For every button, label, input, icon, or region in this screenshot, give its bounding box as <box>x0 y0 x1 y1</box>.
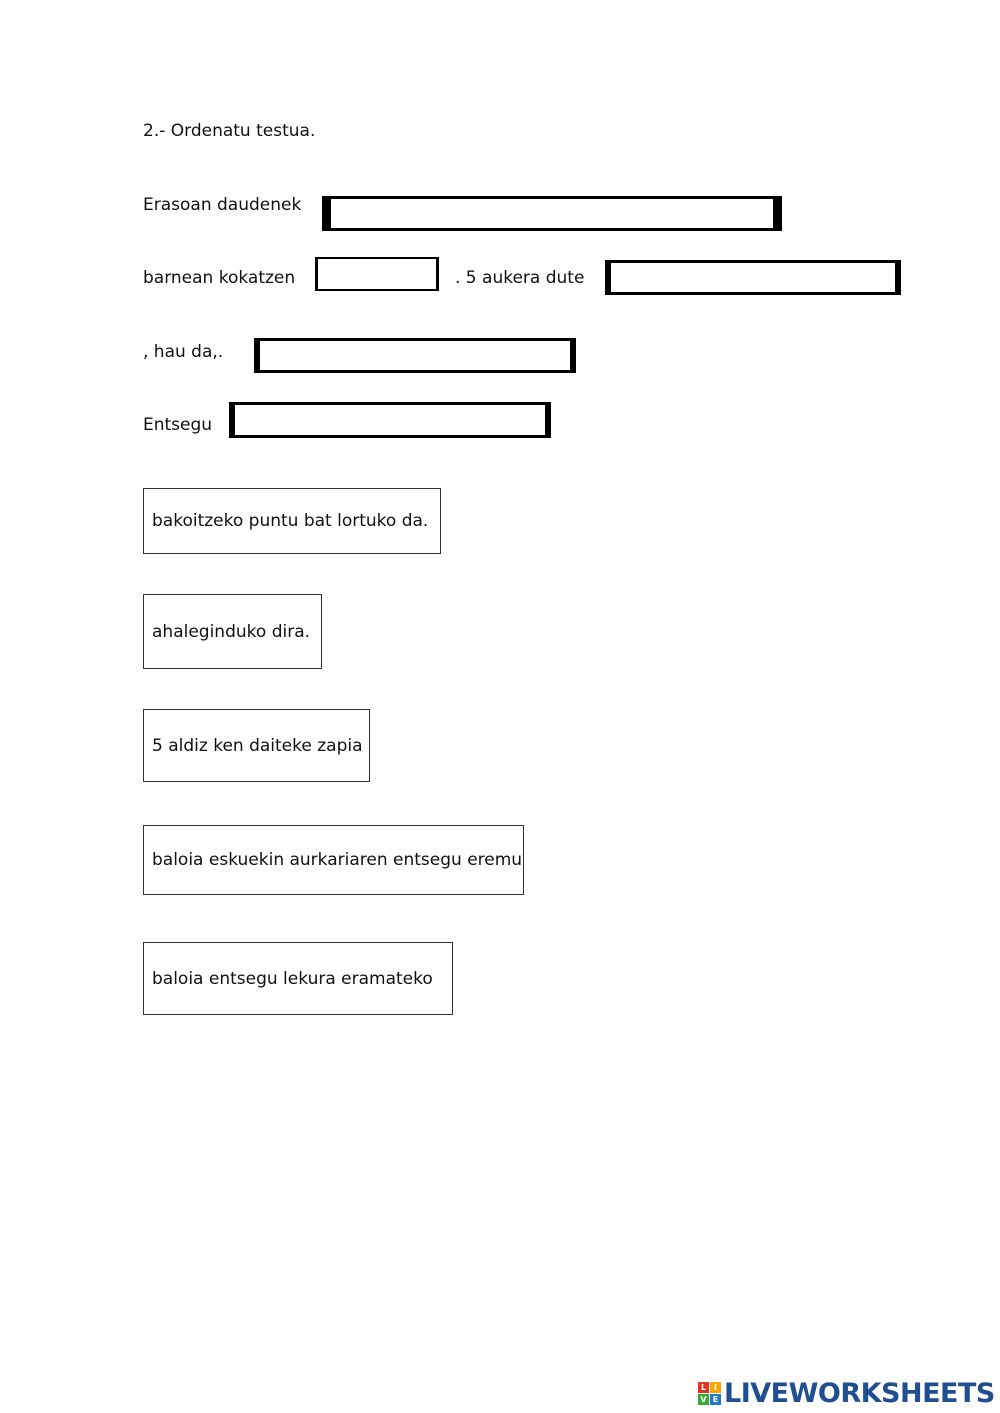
answer-card-2[interactable]: ahaleginduko dira. <box>143 594 322 669</box>
liveworksheets-logo-icon <box>698 1382 721 1405</box>
logo-letter-v: V <box>698 1394 709 1405</box>
text-hau-da: , hau da,. <box>143 342 224 362</box>
brand-name: LIVEWORKSHEETS <box>724 1377 995 1409</box>
answer-card-3[interactable]: 5 aldiz ken daiteke zapia <box>143 709 370 782</box>
logo-letter-i: I <box>710 1382 721 1393</box>
drop-zone-4[interactable] <box>254 338 576 373</box>
answer-card-1[interactable]: bakoitzeko puntu bat lortuko da. <box>143 488 441 554</box>
logo-letter-l: L <box>698 1382 709 1393</box>
text-barnean-kokatzen: barnean kokatzen <box>143 268 296 288</box>
text-5-aukera-dute: . 5 aukera dute <box>455 268 585 288</box>
drop-zone-1[interactable] <box>322 196 782 231</box>
answer-card-4[interactable]: baloia eskuekin aurkariaren entsegu eremu <box>143 825 524 895</box>
drop-zone-5[interactable] <box>229 402 551 438</box>
drop-zone-3[interactable] <box>605 260 901 295</box>
text-erasoan-daudenek: Erasoan daudenek <box>143 195 302 215</box>
instruction-text: 2.- Ordenatu testua. <box>143 121 316 141</box>
drop-zone-2[interactable] <box>315 257 439 291</box>
logo-letter-e: E <box>710 1394 721 1405</box>
liveworksheets-brand <box>698 1378 995 1408</box>
answer-card-5[interactable]: baloia entsegu lekura eramateko <box>143 942 453 1015</box>
text-entsegu: Entsegu <box>143 415 213 435</box>
